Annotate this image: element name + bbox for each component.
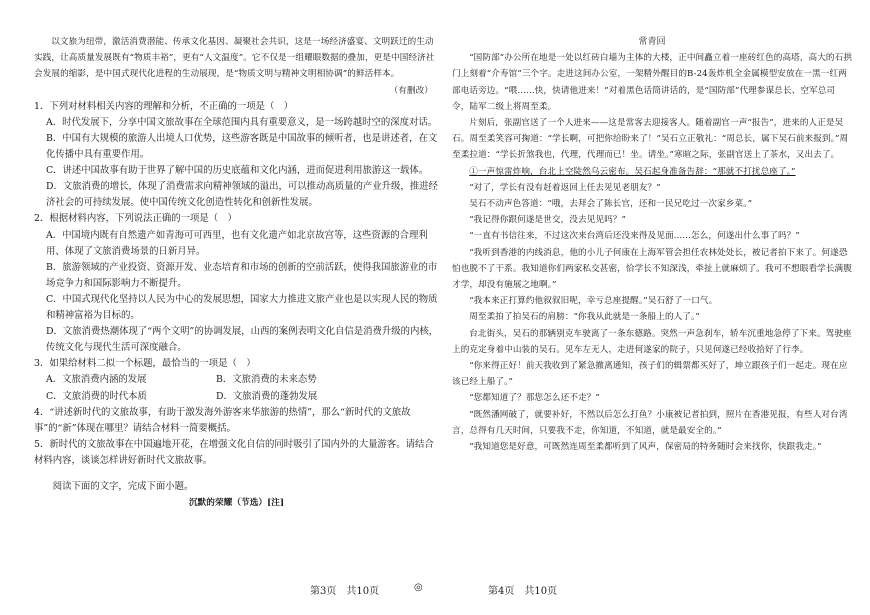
question-2-stem: 2．根据材料内容，下列说法正确的一项是（ ） bbox=[34, 213, 237, 225]
question-2-option-a: A．中国境内既有自然遗产如青海可可西里，也有文化遗产如北京故宫等，这些资源的合理利用、体现了文旅消费场景的日新月异。 bbox=[46, 229, 428, 257]
story-paragraph-4: “对了，学长有没有赶着返回上任去见见老朋友？” bbox=[469, 182, 661, 193]
reading-instruction: 阅读下面的文字，完成下面小题。 bbox=[52, 480, 194, 492]
story-paragraph-6: “我记得你跟何遂是世交，没去见见吗？” bbox=[469, 215, 626, 226]
question-2 bbox=[34, 211, 439, 356]
story-paragraph-1: “国防部”办公所在地是一处以红砖白墙为主体的大楼，正中间矗立着一座砖红色的高塔，高大的石拱门上刻着“介寿馆”三个字。走进这间办公室，一架精外醒目的B-24轰炸机全金属模型安放在一黑一红两部电话旁边。“喂……快，快请他进来！”对着黑色话筒讲话的，是“国防部”代理参谋总长、空军总司令，陆军二级上将周至柔。 bbox=[452, 53, 853, 112]
page-number-right: 第4页 共10页 bbox=[488, 586, 558, 597]
story-paragraph-8: “我听到香港的内线消息，他的小儿子何康在上海军管会担任农林处处长，被记者拍下来了。何遂恐怕也脱不了干系。我知道你们两家私交甚密，恰学长不知深浅，牵扯上就麻烦了。我可不想眼看学长满腹才学，却没有施展之地啊。” bbox=[452, 247, 852, 291]
question-2-option-c: C．中国式现代化坚持以人民为中心的发展思想，国家大力推进文旅产业也是以实现人民的物质和精神富裕为目标的。 bbox=[46, 293, 438, 322]
question-1-option-a: A．时代发展下，分享中国文旅故事在全球范围内具有重要意义，是一场跨越时空的深度对话。 bbox=[46, 116, 438, 128]
story-paragraph-9: “我本来正打算约他叙叙旧呢，幸亏总座提醒。”吴石舒了一口气。 bbox=[469, 296, 718, 307]
story-paragraph-13: “您都知道了？那您怎么还不走？” bbox=[469, 393, 600, 404]
question-5: 5．新时代的文旅故事在中国遍地开花，在增强文化自信的同时吸引了国内外的大量游客。请结合材料内容，谈谈怎样讲好新时代文旅故事。 bbox=[34, 438, 434, 466]
question-3-option-a: A．文旅消费内涵的发展 bbox=[46, 374, 147, 386]
question-1-option-d: D．文旅消费的增长，体现了消费需求向精神领域的溢出，可以推动高质量的产业升级，推进经济社会的可持续发展。使中国传统文化创造性转化和创新性发展。 bbox=[46, 181, 438, 209]
source-note: （有删改） bbox=[389, 85, 433, 96]
story-paragraph-3: ①一声惊雷炸响，台北上空陡然乌云密布。吴石起身准备告辞：“那就不打扰总座了。” bbox=[469, 166, 796, 177]
story-paragraph-10: 周至柔拍了拍吴石的肩膀：“你我从此就是一条船上的人了。” bbox=[469, 312, 700, 323]
question-4: 4．“讲述新时代的文旅故事，有助于激发海外游客来华旅游的热情”，那么“新时代的文旅故事”的“新”体现在哪里？请结合材料一简要概括。 bbox=[34, 406, 411, 434]
question-1 bbox=[34, 99, 439, 212]
question-2-option-b: B．旅游领域的产业投资、资源开发、业态培育和市场的创新的空前活跃，使得我国旅游业的市场竞争力和国际影响力不断提升。 bbox=[46, 261, 438, 289]
question-3-option-d: D．文旅消费的蓬勃发展 bbox=[216, 390, 318, 402]
story-paragraph-14: “既然潘网破了，就要补好，不然以后怎么打鱼？小康被记者拍到，照片在香港见报，有些人对台湾言，总得有几天时间，只要我不走，你知道，不知道，就是最安全的。” bbox=[452, 409, 848, 436]
question-3-option-c: C．文旅消费的时代本质 bbox=[46, 390, 147, 402]
left-column bbox=[34, 34, 439, 511]
question-1-stem: 1．下列对材料相关内容的理解和分析，不正确的一项是（ ） bbox=[34, 100, 294, 112]
right-column bbox=[452, 34, 852, 455]
question-3-stem: 3．如果给材料二拟一个标题，最恰当的一项是（ ） bbox=[34, 358, 256, 370]
story-paragraph-11: 台北街头，吴石的那辆别克车驶离了一条东德路。突然一声急刹车，轿车沉重地急停了下来。驾驶座上的克定身着中山装的吴石。见车左无人，走进何遂家的院子，只见何遂已经收拾好了行李。 bbox=[452, 328, 852, 355]
story-paragraph-5: 吴石不动声色答道：“哦，去拜会了陈长官，还和一民兄吃过一次家乡菜。” bbox=[469, 199, 753, 210]
question-3-options-row-2 bbox=[34, 389, 439, 405]
story-paragraph-7: “一直有书信往来，不过这次来台湾后还没来得及见面……怎么，何遂出什么事了吗？” bbox=[469, 231, 800, 242]
question-3 bbox=[34, 356, 439, 404]
story-title: 沉默的荣耀（节选）[注] bbox=[188, 498, 285, 509]
question-1-option-c: C．讲述中国故事有助于世界了解中国的历史底蕴和文化内涵，进而促进利用旅游这一载体。 bbox=[46, 165, 429, 177]
material-intro-paragraph: 以文旅为纽带，激活消费潜能、传承文化基因、凝聚社会共识，这是一场经济盛宴、文明跃迁的生动实践，让高质量发展既有“物质丰裕”，更有“人文温度”。它不仅是一组耀眼数据的叠加，更是中国经济社会发展的缩影，是中国式现代化进程的生动展现，是“物质文明与精神文明相协调”的鲜活样本。 bbox=[34, 37, 435, 80]
question-3-options-row-1 bbox=[34, 372, 439, 388]
story-paragraph-2: 片刻后，张副官送了一个人进来——这是常客去迎接客人。随着副官一声“报告”，进来的人正是吴石。周至柔笑容可掬道：“学长啊，可把你给盼来了！”吴石立正敬礼：“周总长，属下吴石前来报到。”周至柔拉道：“学长折煞我也，代理，代理而已！坐。请坐。”寒暄之际，张副官送上了茶水，又出去了。 bbox=[452, 118, 849, 161]
page-number-left: 第3页 共10页 bbox=[310, 586, 380, 597]
story-author: 常青回 bbox=[638, 37, 666, 47]
story-paragraph-15: “我知道您是好意，可既然连周至柔都听到了风声，保密局的特务随时会来找你，快跟我走。” bbox=[469, 442, 822, 453]
center-mark-icon: ◎ bbox=[414, 582, 423, 593]
story-paragraph-12: “你来得正好！前天我收到了紧急撤离通知，孩子们的辑票都买好了，坤立跟孩子们一起走。现在应该已经上船了。” bbox=[452, 361, 848, 388]
question-2-option-d: D．文旅消费热潮体现了“两个文明”的协调发展，山西的案例表明文化自信是消费升级的内核，传统文化与现代生活可深度融合。 bbox=[46, 326, 439, 354]
question-1-option-b: B．中国有大规模的旅游人出境人口优势，这些游客既是中国故事的倾听者，也是讲述者，在文化传播中具有重要作用。 bbox=[46, 133, 438, 161]
question-3-option-b: B．文旅消费的未来态势 bbox=[216, 374, 317, 386]
